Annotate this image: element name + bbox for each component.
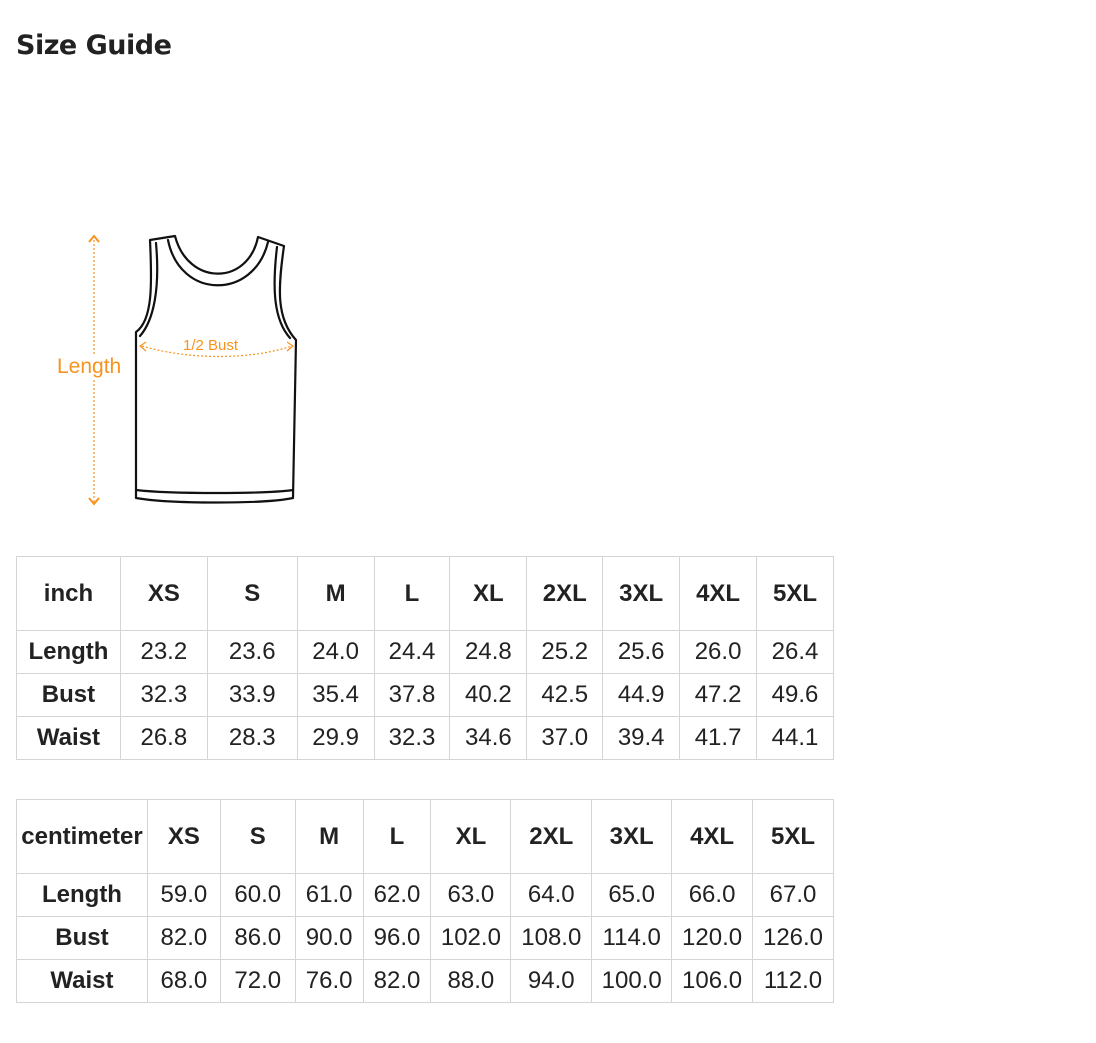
inch-header-row (17, 557, 834, 631)
table-cell: 65.0 (592, 874, 672, 917)
table-row (17, 960, 834, 1003)
table-cell: 32.3 (120, 674, 207, 717)
table-cell: 82.0 (147, 917, 220, 960)
table-row (17, 631, 834, 674)
table-cell: 44.9 (603, 674, 680, 717)
table-cell: 24.0 (297, 631, 374, 674)
table-cell: 28.3 (207, 717, 297, 760)
row-label: Bust (17, 674, 121, 717)
table-cell: 102.0 (431, 917, 511, 960)
table-cell: 64.0 (511, 874, 592, 917)
table-cell: 67.0 (753, 874, 834, 917)
table-cell: 82.0 (363, 960, 431, 1003)
table-cell: 26.8 (120, 717, 207, 760)
table-cell: 34.6 (450, 717, 527, 760)
size-header: L (363, 800, 431, 874)
table-cell: 66.0 (672, 874, 753, 917)
tank-top-icon (136, 236, 296, 503)
table-cell: 120.0 (672, 917, 753, 960)
table-cell: 88.0 (431, 960, 511, 1003)
table-row (17, 717, 834, 760)
size-header: L (374, 557, 450, 631)
table-cell: 96.0 (363, 917, 431, 960)
table-cell: 62.0 (363, 874, 431, 917)
size-header: M (295, 800, 363, 874)
inch-size-table (16, 556, 834, 760)
row-label: Length (17, 874, 148, 917)
table-cell: 108.0 (511, 917, 592, 960)
size-header: S (207, 557, 297, 631)
size-header: 2XL (527, 557, 603, 631)
centimeter-size-table (16, 799, 834, 1003)
table-cell: 44.1 (757, 717, 834, 760)
table-cell: 61.0 (295, 874, 363, 917)
table-cell: 112.0 (753, 960, 834, 1003)
table-cell: 100.0 (592, 960, 672, 1003)
table-cell: 24.4 (374, 631, 450, 674)
size-header: 2XL (511, 800, 592, 874)
row-label: Waist (17, 717, 121, 760)
table-cell: 25.6 (603, 631, 680, 674)
row-label: Length (17, 631, 121, 674)
table-cell: 68.0 (147, 960, 220, 1003)
table-cell: 23.2 (120, 631, 207, 674)
size-header: XS (147, 800, 220, 874)
unit-header: inch (17, 557, 121, 631)
table-row (17, 917, 834, 960)
table-cell: 33.9 (207, 674, 297, 717)
size-header: S (220, 800, 295, 874)
table-cell: 35.4 (297, 674, 374, 717)
table-cell: 23.6 (207, 631, 297, 674)
table-cell: 47.2 (680, 674, 757, 717)
size-header: 3XL (592, 800, 672, 874)
bust-label: 1/2 Bust (183, 337, 239, 354)
table-cell: 26.0 (680, 631, 757, 674)
table-cell: 39.4 (603, 717, 680, 760)
table-cell: 114.0 (592, 917, 672, 960)
table-row (17, 874, 834, 917)
size-header: 5XL (753, 800, 834, 874)
size-header: 4XL (680, 557, 757, 631)
table-cell: 63.0 (431, 874, 511, 917)
table-cell: 37.0 (527, 717, 603, 760)
table-cell: 24.8 (450, 631, 527, 674)
table-cell: 94.0 (511, 960, 592, 1003)
row-label: Bust (17, 917, 148, 960)
tank-top-diagram (50, 228, 310, 518)
unit-header: centimeter (17, 800, 148, 874)
table-cell: 86.0 (220, 917, 295, 960)
table-cell: 32.3 (374, 717, 450, 760)
table-cell: 25.2 (527, 631, 603, 674)
size-header: 3XL (603, 557, 680, 631)
size-header: 4XL (672, 800, 753, 874)
size-header: 5XL (757, 557, 834, 631)
table-cell: 26.4 (757, 631, 834, 674)
size-header: XS (120, 557, 207, 631)
row-label: Waist (17, 960, 148, 1003)
table-cell: 42.5 (527, 674, 603, 717)
size-header: M (297, 557, 374, 631)
table-cell: 29.9 (297, 717, 374, 760)
table-cell: 126.0 (753, 917, 834, 960)
table-cell: 40.2 (450, 674, 527, 717)
cm-header-row (17, 800, 834, 874)
table-cell: 106.0 (672, 960, 753, 1003)
table-cell: 60.0 (220, 874, 295, 917)
table-row (17, 674, 834, 717)
length-label: Length (57, 355, 122, 378)
table-cell: 37.8 (374, 674, 450, 717)
size-header: XL (450, 557, 527, 631)
table-cell: 41.7 (680, 717, 757, 760)
table-cell: 76.0 (295, 960, 363, 1003)
size-header: XL (431, 800, 511, 874)
table-cell: 72.0 (220, 960, 295, 1003)
page-title: Size Guide (16, 30, 172, 61)
table-cell: 59.0 (147, 874, 220, 917)
table-cell: 90.0 (295, 917, 363, 960)
table-cell: 49.6 (757, 674, 834, 717)
